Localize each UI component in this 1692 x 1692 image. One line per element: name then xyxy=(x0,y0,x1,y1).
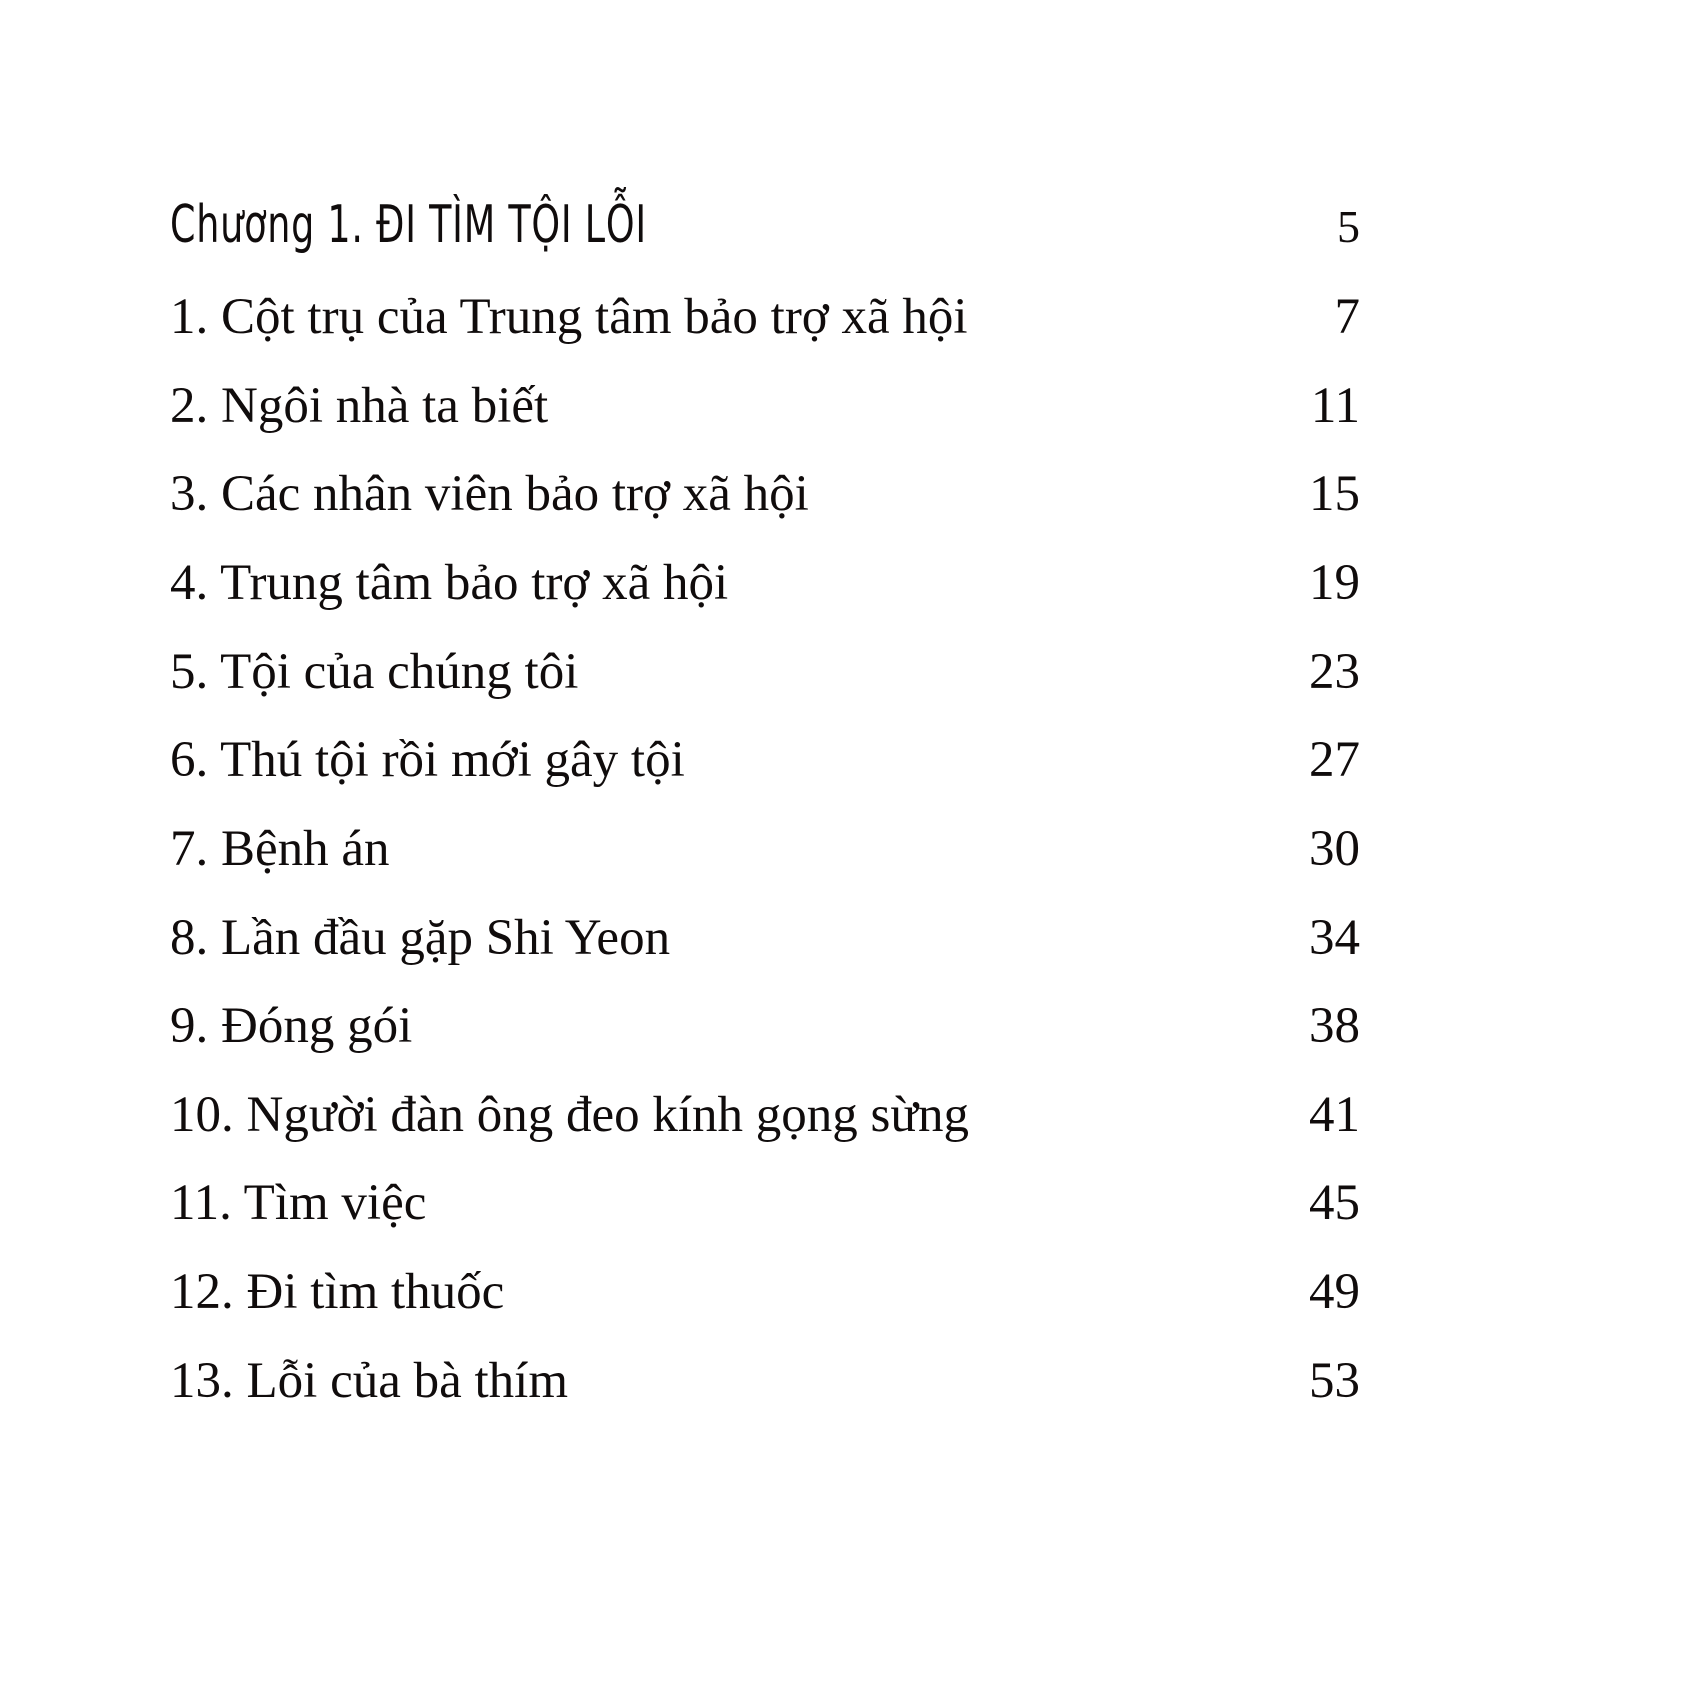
toc-entry-page-number: 30 xyxy=(1309,820,1360,877)
toc-chapter-heading[interactable] xyxy=(170,196,1360,254)
toc-entry-title: 7. Bệnh án xyxy=(170,820,390,877)
toc-entry-page-number: 19 xyxy=(1309,555,1360,612)
toc-entry-title: 11. Tìm việc xyxy=(170,1175,427,1232)
toc-entry[interactable] xyxy=(170,365,1360,448)
toc-entry-title: 10. Người đàn ông đeo kính gọng sừng xyxy=(170,1086,970,1143)
toc-entry-title: 12. Đi tìm thuốc xyxy=(170,1263,505,1320)
toc-entry-title: 8. Lần đầu gặp Shi Yeon xyxy=(170,909,671,966)
toc-entry-title: 6. Thú tội rồi mới gây tội xyxy=(170,732,685,789)
toc-entry-page-number: 34 xyxy=(1309,909,1360,966)
toc-chapter-page-number: 5 xyxy=(1337,201,1360,252)
toc-entry-title: 3. Các nhân viên bảo trợ xã hội xyxy=(170,466,809,523)
toc-entry-page-number: 49 xyxy=(1309,1263,1360,1320)
toc-list xyxy=(170,196,1360,1422)
toc-entry[interactable] xyxy=(170,1162,1360,1245)
toc-entry[interactable] xyxy=(170,276,1360,359)
toc-entry-title: 4. Trung tâm bảo trợ xã hội xyxy=(170,555,729,612)
toc-entry-title: 1. Cột trụ của Trung tâm bảo trợ xã hội xyxy=(170,289,968,346)
toc-entry[interactable] xyxy=(170,985,1360,1068)
toc-entry-page-number: 53 xyxy=(1309,1352,1360,1409)
toc-entry[interactable] xyxy=(170,453,1360,536)
toc-entry-page-number: 11 xyxy=(1310,377,1360,434)
toc-entry-title: 9. Đóng gói xyxy=(170,998,413,1055)
toc-entry-page-number: 45 xyxy=(1309,1175,1360,1232)
toc-entry[interactable] xyxy=(170,897,1360,980)
toc-entry[interactable] xyxy=(170,631,1360,714)
toc-entry-page-number: 41 xyxy=(1309,1086,1360,1143)
toc-entry-page-number: 15 xyxy=(1309,466,1360,523)
toc-entry-title: 13. Lỗi của bà thím xyxy=(170,1352,568,1409)
toc-entry[interactable] xyxy=(170,1340,1360,1423)
toc-entry-title: 5. Tội của chúng tôi xyxy=(170,643,579,700)
toc-entry-page-number: 38 xyxy=(1309,998,1360,1055)
toc-entry-title: 2. Ngôi nhà ta biết xyxy=(170,377,549,434)
toc-entry[interactable] xyxy=(170,542,1360,625)
toc-entry-page-number: 23 xyxy=(1309,643,1360,700)
toc-entry[interactable] xyxy=(170,808,1360,891)
toc-chapter-title: Chương 1. ĐI TÌM TỘI LỖI xyxy=(170,195,647,255)
toc-entry[interactable] xyxy=(170,1074,1360,1157)
toc-entry[interactable] xyxy=(170,1251,1360,1334)
toc-entry-page-number: 7 xyxy=(1334,289,1360,346)
toc-entry[interactable] xyxy=(170,719,1360,802)
toc-entry-page-number: 27 xyxy=(1309,732,1360,789)
